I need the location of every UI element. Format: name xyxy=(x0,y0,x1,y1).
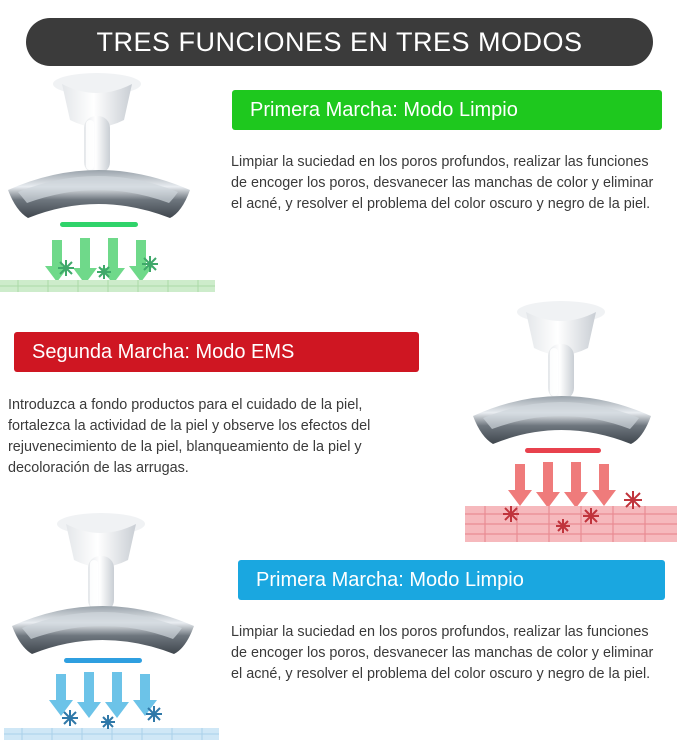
page-title: TRES FUNCIONES EN TRES MODOS xyxy=(96,26,583,57)
section-label-mode-1 xyxy=(232,90,662,130)
device-blue-waves-illustration xyxy=(4,512,219,740)
device-red-waves-illustration xyxy=(465,300,677,542)
section-label-text: Primera Marcha: Modo Limpio xyxy=(250,98,518,121)
section-label-text: Segunda Marcha: Modo EMS xyxy=(32,340,295,363)
header-banner xyxy=(26,18,653,66)
section-label-mode-2 xyxy=(14,332,419,372)
section-body-mode-2: Introduzca a fondo productos para el cuidado de la piel, fortalezca la actividad de la piel y observe los efectos del rejuvenecimiento de la piel, blanqueamiento de la piel y decoloración de las arrugas. xyxy=(8,397,371,476)
section-body-mode-3: Limpiar la suciedad en los poros profundos, realizar las funciones de encoger los poros, desvanecer las manchas de color y eliminar el acné, y resolver el problema del color oscuro y negro de la piel. xyxy=(231,624,654,682)
section-label-mode-3 xyxy=(238,560,665,600)
section-body-mode-1: Limpiar la suciedad en los poros profundos, realizar las funciones de encoger los poros, desvanecer las manchas de color y eliminar el acné, y resolver el problema del color oscuro y negro de la piel. xyxy=(231,154,654,212)
section-label-text: Primera Marcha: Modo Limpio xyxy=(256,568,524,591)
device-green-waves-illustration xyxy=(0,72,215,292)
